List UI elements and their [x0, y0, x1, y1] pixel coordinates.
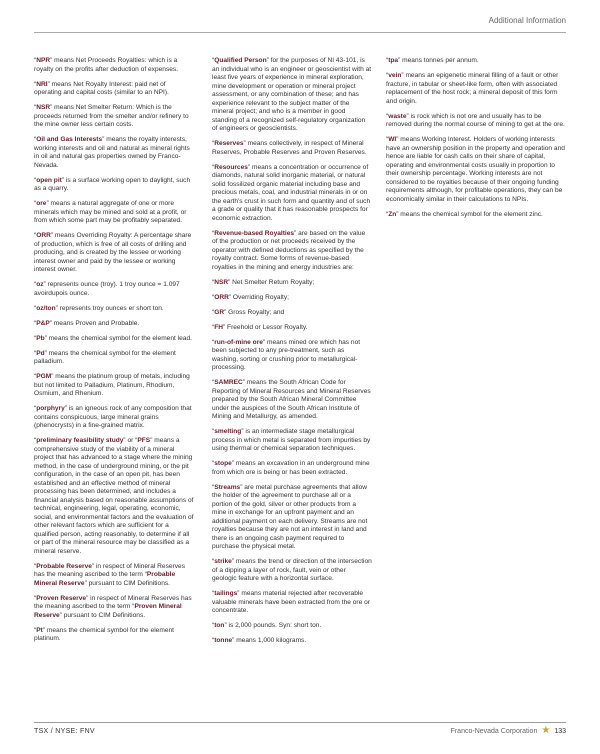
- glossary-definition: means mined ore which has not been subjected to any pre-treatment, such as washing, sorting or crushing prior to metallurgical-processing.: [212, 338, 361, 371]
- glossary-term: Resources: [214, 163, 248, 171]
- glossary-definition: are metal purchase agreements that allow the holder of the agreement to purchase all or a portion of the gold, silver or other products from a mine in exchange for an upfront payment and an additional payment on each delivery. Streams are not royalties because they are not an interest in land and there is an ongoing cash payment required to purchase the physical metal.: [212, 483, 368, 550]
- glossary-entry: “ORR” means Overriding Royalty: A percentage share of production, which is free of all costs of drilling and producing, and is created by the lessee or working interest owner and paid by the lessee or working interest owner.: [34, 232, 192, 273]
- glossary-entry: “NSR” means Net Smelter Return: Which is the proceeds returned from the smelter and/or refinery to the mine owner less certain costs.: [34, 104, 189, 128]
- glossary-term: PFS: [137, 437, 151, 444]
- glossary-definition: is rock which is not ore and usually has to be removed during the normal course of mining to get at the ore.: [386, 112, 565, 128]
- glossary-definition: means the royalty interests, working interests and oil and natural as mineral rights in oil and natural gas properties owned by Franco-Nevada.: [34, 136, 190, 169]
- glossary-entry: “Pd” means the chemical symbol for the element palladium.: [34, 349, 176, 365]
- glossary-entry: “vein” means an epigenetic mineral filling of a fault or other fracture, in tabular or sheet-like form, often with associated replacement of the host rock; a mineral deposit of this form and origin.: [386, 72, 559, 105]
- glossary-term: ton: [214, 622, 225, 629]
- glossary-definition: means collectively, in respect of Mineral Reserves, Probable Reserves and Proven Reserves.: [212, 140, 367, 156]
- glossary-term: P&P: [36, 319, 50, 327]
- glossary-definition: in respect of Mineral Reserves has the meaning ascribed to the term: [34, 594, 192, 610]
- footer-info: [451, 727, 566, 735]
- glossary-definition: means Net Smelter Return: Which is the proceeds returned from the smelter and/or refinery to the mine owner less certain costs.: [34, 104, 189, 128]
- glossary-definition: means the South African Code for Reporting of Mineral Resources and Mineral Reserves prepared by the South African Mineral Committee under the auspices of the South African Institute of Mining and Metallurgy, as amended.: [212, 379, 371, 420]
- glossary-entry: “tonne” means 1,000 kilograms.: [212, 637, 307, 644]
- glossary-term: PGM: [36, 373, 52, 380]
- glossary-definition: is 2,000 pounds. Syn: short ton.: [226, 622, 322, 629]
- glossary-definition: means Working Interest. Holders of working interests have an ownership position in the property and operation and hence are liable for cash calls on their share of capital, operating and environmental costs usually in proportion to their ownership percentage. Working interests are not considered to be royalties because of their ongoing funding requirements although, for profitable operations, they can be economically similar in their calculations to NPIs.: [386, 136, 565, 203]
- glossary-term: Proven Mineral Reserve: [34, 603, 182, 619]
- glossary-definition: Freehold or Lessor Royalty.: [225, 323, 308, 331]
- glossary-entry: “Pb” means the chemical symbol for the element lead.: [34, 334, 192, 342]
- glossary-entry: “waste” is rock which is not ore and usually has to be removed during the normal course of mining to get at the ore.: [386, 112, 565, 128]
- glossary-definition: are based on the value of the production or net proceeds received by the operator with defined deductions as specified by the royalty contract. Some forms of revenue-based royalties in the mining and energy industries are:: [212, 229, 366, 271]
- glossary-entry: “Qualified Person” for the purposes of NI 43-101, is an individual who is an engineer or geoscientist with at least five years of experience in mineral exploration, mine development or operation or mineral project assessment, or any combination of these; and has experience relevant to the subject matter of the mineral project; and who is a member in good standing of a recognized self-regulatory organization of engineers or geoscientists.: [212, 57, 372, 132]
- glossary-definition: means the chemical symbol for the element palladium.: [34, 349, 176, 365]
- glossary-entry: “PGM” means the platinum group of metals, including but not limited to Palladium, Platinum, Rhodium, Osmium, and Rhenium.: [34, 373, 190, 397]
- glossary-entry: “Probable Reserve” in respect of Mineral Reserves has the meaning ascribed to the term “Probable Mineral Reserve” pursuant to CIM Definitions.: [34, 562, 186, 587]
- footer-ticker: TSX / NYSE: FNV: [34, 728, 95, 735]
- glossary-entry: “Zn” means the chemical symbol for the element zinc.: [386, 210, 543, 218]
- glossary-entry: “tpa” means tonnes per annum.: [386, 57, 479, 64]
- glossary-definition: means an epigenetic mineral filling of a fault or other fracture, in tabular or sheet-like form, often with associated replacement of the host rock; a mineral deposit of this form and origin.: [386, 72, 559, 105]
- glossary-term: Pt: [36, 626, 43, 634]
- glossary-term: Pd: [36, 349, 45, 357]
- glossary-entry: “ore” means a natural aggregate of one or more minerals which may be mined and sold at a profit, or from which some part may be profitably separated.: [34, 200, 187, 224]
- glossary-term: porphyry: [36, 405, 65, 412]
- glossary-definition: means a natural aggregate of one or more minerals which may be mined and sold at a profit, or from which some part may be profitably separated.: [34, 200, 187, 224]
- glossary-definition: means the platinum group of metals, including but not limited to Palladium, Platinum, Rhodium, Osmium, and Rhenium.: [34, 373, 190, 397]
- glossary-term: NSR: [36, 104, 51, 111]
- glossary-entry: “Oil and Gas Interests” means the royalty interests, working interests and oil and natural as mineral rights in oil and natural gas properties owned by Franco-Nevada.: [34, 136, 190, 169]
- glossary-entry: “stope” means an excavation in an underground mine from which ore is being or has been extracted.: [212, 460, 370, 476]
- glossary-term: Zn: [388, 210, 397, 218]
- glossary-definition: is an igneous rock of any composition that contains conspicuous, large mineral grains (phenocrysts) in a fine-grained matrix.: [34, 405, 192, 429]
- glossary-entry: “oz” represents ounce (troy). 1 troy ounce = 1.097 avoirdupois ounce.: [34, 281, 180, 297]
- glossary-term: tpa: [388, 57, 399, 64]
- glossary-definition: means Proven and Probable.: [51, 319, 140, 327]
- glossary-term: Qualified Person: [214, 57, 267, 64]
- glossary-definition: represents ounce (troy). 1 troy ounce = 1.097 avoirdupois ounce.: [34, 281, 180, 297]
- glossary-definition: is an intermediate stage metallurgical process in which metal is separated from impurities by using thermal or chemical separation techniques.: [212, 428, 371, 452]
- glossary-entry: “WI” means Working Interest. Holders of working interests have an ownership position in the property and operation and hence are liable for cash calls on their share of capital, operating and environmental costs usually in proportion to their ownership percentage. Working interests are not considered to be royalties because of their ongoing funding requirements although, for profitable operations, they can be economically similar in their calculations to NPIs.: [386, 136, 565, 203]
- glossary-entry: “GR” Gross Royalty; and: [212, 308, 285, 316]
- glossary-definition: pursuant to CIM Definitions.: [61, 611, 146, 619]
- glossary-entry: “NSR” Net Smelter Return Royalty;: [212, 278, 315, 286]
- glossary-entry: “tailings” means material rejected after recoverable valuable minerals have been extracted from the ore or concentrate.: [212, 590, 370, 614]
- glossary-term: Reserves: [214, 140, 244, 147]
- footer-divider: [34, 722, 566, 723]
- glossary-definition: means tonnes per annum.: [400, 57, 479, 64]
- glossary-term: preliminary feasibility study: [36, 437, 124, 444]
- glossary-term: NRI: [36, 80, 48, 88]
- glossary-term: Oil and Gas Interests: [36, 136, 103, 143]
- star-icon: ★: [541, 725, 551, 736]
- glossary-definition: is a surface working open to daylight, such as a quarry.: [34, 176, 191, 192]
- glossary-term: vein: [388, 72, 402, 79]
- glossary-definition: means 1,000 kilograms.: [234, 637, 307, 644]
- glossary-definition: means the chemical symbol for the element lead.: [46, 334, 192, 342]
- glossary-term: strike: [214, 558, 232, 565]
- glossary-term: oz: [36, 281, 44, 288]
- glossary-term: Probable Reserve: [36, 562, 92, 570]
- glossary-term: tailings: [214, 590, 238, 597]
- footer-company: Franco-Nevada Corporation: [450, 727, 538, 735]
- glossary-entry: “strike” means the trend or direction of the intersection of a dipping a layer of rock, fault, vein or other geologic feature with a horizontal surface.: [212, 558, 372, 582]
- glossary-term: ore: [36, 200, 47, 207]
- glossary-term: oz/ton: [36, 304, 56, 312]
- glossary-term: Streams: [214, 483, 241, 491]
- glossary-entry: “ton” is 2,000 pounds. Syn: short ton.: [212, 622, 322, 629]
- glossary-entry: “NRI” means Net Royalty Interest: paid net of operating and capital costs (similar to an NPI).: [34, 80, 169, 96]
- glossary-entry: “preliminary feasibility study” or “PFS” means a comprehensive study of the viability of a mineral project that has advanced to a stage where the mining method, in the case of underground mining, or the pit configuration, in the case of an open pit, has been established and an effective method of mineral processing has been determined, and includes a financial analysis based on reasonable assumptions of technical, engineering, legal, operating, economic, social, and environmental factors and the evaluation of other relevant factors which are sufficient for a qualified person, acting reasonably, to determine if all or part of the mineral resource may be classified as a mineral reserve.: [34, 437, 194, 555]
- glossary-term: Pb: [36, 334, 45, 342]
- glossary-term: SAMREC: [214, 379, 243, 386]
- glossary-definition: or: [125, 437, 136, 444]
- glossary-term: ORR: [214, 293, 229, 301]
- glossary-entry: “NPR” means Net Proceeds Royalties: which is a royalty on the profits after deduction of expenses.: [34, 57, 179, 73]
- glossary-entry: “ORR” Overriding Royalty;: [212, 293, 289, 301]
- glossary-term: Revenue-based Royalties: [214, 229, 295, 237]
- glossary-entry: “FH” Freehold or Lessor Royalty.: [212, 323, 308, 331]
- glossary-definition: for the purposes of NI 43-101, is an individual who is an engineer or geoscientist with at least five years of experience in mineral exploration, mine development or operation or mineral project assessment, or any combination of these; and has experience relevant to the subject matter of the mineral project; and who is a member in good standing of a recognized self-regulatory organization of engineers or geoscientists.: [212, 57, 372, 132]
- glossary-entry: “smelting” is an intermediate stage metallurgical process in which metal is separated from impurities by using thermal or chemical separation techniques.: [212, 428, 371, 452]
- glossary-entry: “Revenue-based Royalties” are based on the value of the production or net proceeds received by the operator with defined deductions as specified by the royalty contract. Some forms of revenue-based royalties in the mining and energy industries are:: [212, 229, 366, 271]
- glossary-term: run-of-mine ore: [214, 338, 263, 346]
- glossary-definition: Net Smelter Return Royalty;: [230, 278, 315, 286]
- glossary-term: WI: [388, 136, 397, 143]
- glossary-term: Proven Reserve: [36, 594, 87, 602]
- glossary-entry: “porphyry” is an igneous rock of any composition that contains conspicuous, large mineral grains (phenocrysts) in a fine-grained matrix.: [34, 405, 192, 429]
- glossary-term: tonne: [214, 637, 233, 644]
- glossary-definition: means a concentration or occurrence of diamonds, natural solid inorganic material, or natural solid fossilized organic material including base and precious metals, coal, and industrial minerals in or on the earth's crust in such form and quantity and of such a grade or quality that it has reasonable prospects for economic extraction.: [212, 163, 371, 222]
- glossary-entry: “run-of-mine ore” means mined ore which has not been subjected to any pre-treatment, such as washing, sorting or crushing prior to metallurgical-processing.: [212, 338, 361, 371]
- glossary-entry: “Streams” are metal purchase agreements that allow the holder of the agreement to purchase all or a portion of the gold, silver or other products from a mine in exchange for an upfront payment and an additional payment on each delivery. Streams are not royalties because they are not an interest in land and there is an ongoing cash payment required to purchase the physical metal.: [212, 483, 368, 550]
- glossary-term: smelting: [214, 428, 242, 435]
- glossary-entry: “Pt” means the chemical symbol for the element platinum.: [34, 626, 175, 642]
- glossary-definition: means the chemical symbol for the element zinc.: [398, 210, 543, 218]
- glossary-definition: means a comprehensive study of the viability of a mineral project that has advanced to a stage where the mining method, in the case of underground mining, or the pit configuration, in the case of an open pit, has been established and an effective method of mineral processing has been determined, and includes a financial analysis based on reasonable assumptions of technical, engineering, legal, operating, economic, social, and environmental factors and the evaluation of other relevant factors which are sufficient for a qualified person, acting reasonably, to determine if all or part of the mineral resource may be classified as a mineral reserve.: [34, 437, 194, 555]
- glossary-entry: “Reserves” means collectively, in respect of Mineral Reserves, Probable Reserves and Proven Reserves.: [212, 140, 367, 156]
- glossary-term: GR: [214, 308, 225, 316]
- glossary-definition: means material rejected after recoverable valuable minerals have been extracted from the ore or concentrate.: [212, 590, 370, 614]
- glossary-entry: “SAMREC” means the South African Code for Reporting of Mineral Resources and Mineral Reserves prepared by the South African Mineral Committee under the auspices of the South African Institute of Mining and Metallurgy, as amended.: [212, 379, 371, 420]
- header-divider: [34, 32, 566, 33]
- glossary-entry: “Proven Reserve” in respect of Mineral Reserves has the meaning ascribed to the term “Proven Mineral Reserve” pursuant to CIM Definitions.: [34, 594, 192, 619]
- glossary-column-3: [386, 57, 566, 226]
- glossary-entry: “oz/ton” represents troy ounces er short ton.: [34, 304, 164, 312]
- glossary-column-2: [212, 57, 372, 652]
- glossary-definition: Gross Royalty; and: [226, 308, 285, 316]
- glossary-term: NSR: [214, 278, 229, 286]
- glossary-term: ORR: [36, 232, 51, 239]
- glossary-term: waste: [388, 112, 407, 120]
- glossary-term: FH: [214, 323, 223, 331]
- page-number: 133: [554, 727, 566, 735]
- glossary-entry: “P&P” means Proven and Probable.: [34, 319, 140, 327]
- glossary-definition: Overriding Royalty;: [231, 293, 289, 301]
- glossary-definition: in respect of Mineral Reserves has the meaning ascribed to the term: [34, 562, 186, 578]
- glossary-definition: means Net Proceeds Royalties: which is a royalty on the profits after deduction of expenses.: [34, 57, 179, 73]
- glossary-entry: “open pit” is a surface working open to daylight, such as a quarry.: [34, 176, 191, 192]
- glossary-definition: means an excavation in an underground mine from which ore is being or has been extracted.: [212, 460, 370, 476]
- glossary-definition: represents troy ounces er short ton.: [57, 304, 164, 312]
- glossary-definition: means the trend or direction of the intersection of a dipping a layer of rock, fault, vein or other geologic feature with a horizontal surface.: [212, 558, 372, 582]
- glossary-term: stope: [214, 460, 232, 467]
- glossary-entry: “Resources” means a concentration or occurrence of diamonds, natural solid inorganic material, or natural solid fossilized organic material including base and precious metals, coal, and industrial minerals in or on the earth's crust in such form and quantity and of such a grade or quality that it has reasonable prospects for economic extraction.: [212, 163, 371, 222]
- glossary-term: open pit: [36, 176, 62, 184]
- glossary-definition: means the chemical symbol for the element platinum.: [34, 626, 175, 642]
- section-header: Additional Information: [488, 16, 566, 25]
- glossary-definition: means Overriding Royalty: A percentage share of production, which is free of all costs of drilling and producing, and is created by the lessee or working interest owner and paid by the lessee or working interest owner.: [34, 232, 192, 273]
- glossary-term: NPR: [36, 57, 51, 64]
- glossary-column-1: [34, 57, 194, 650]
- glossary-definition: pursuant to CIM Definitions.: [86, 579, 170, 587]
- glossary-definition: means Net Royalty Interest: paid net of operating and capital costs (similar to an NPI).: [34, 80, 169, 96]
- glossary-term: Probable Mineral Reserve: [34, 571, 176, 587]
